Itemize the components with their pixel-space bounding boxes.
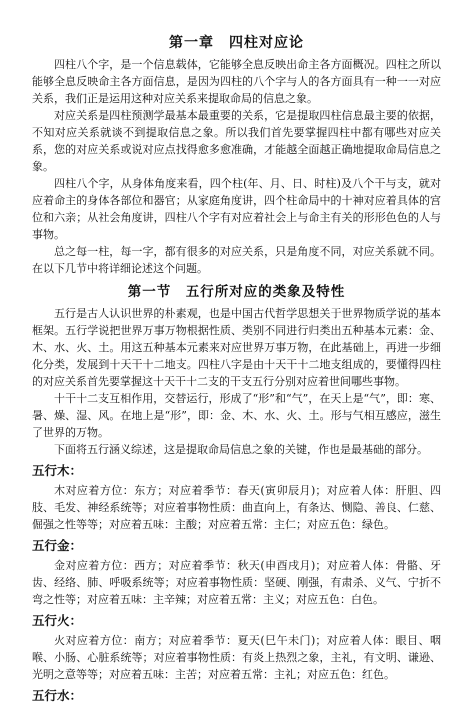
section-paragraph-2: 十干十二支互相作用，交替运行，形成了“形”和“气”，在天上是“气”，即：寒、暑、燥、湿、风。在地上是“形”，即：金、木、水、火、土。形与气相互感应，滋生了世界的万物。 bbox=[32, 392, 441, 439]
element-water-title: 五行水： bbox=[32, 688, 83, 703]
section-title: 第一节 五行所对应的类象及特性 bbox=[127, 284, 346, 300]
chapter-title: 第一章 四柱对应论 bbox=[169, 35, 304, 51]
element-metal bbox=[32, 537, 441, 608]
element-fire bbox=[32, 612, 441, 683]
element-fire-title: 五行火： bbox=[32, 613, 83, 628]
element-fire-text: 火对应着方位：南方；对应着季节：夏天(巳午未门)；对应着人体：眼目、咽喉、小肠、心脏系统等；对应着事物性质：有炎上热烈之象，主礼，有文明、谦逊、光明之意等等；对应着五味：主苦；对应着五常：主礼；对应五色：红色。 bbox=[32, 634, 441, 681]
chapter-paragraph-4: 总之每一柱，每一字，都有很多的对应关系，只是角度不同，对应关系就不同。在以下几节中将详细论述这个问题。 bbox=[32, 245, 441, 275]
chapter-paragraph-3: 四柱八个字，从身体角度来看，四个柱(年、月、日、时柱)及八个干与支，就对应着命主的身体各部位和器官；从家庭角度讲，四个柱命局中的十神对应着具体的宫位和六亲；从社会角度讲，四柱八个字有对应着社会上与命主有关的形形色色的人与事物。 bbox=[32, 177, 441, 241]
element-wood-text: 木对应着方位：东方；对应着季节：春天(寅卯辰月)；对应着人体：肝胆、四肢、毛发、神经系统等；对应着事物性质：曲直向上，有条达、恻隐、善良、仁慈、倔强之性等等；对应着五味：主酸；对应着五常：主仁；对应五色：绿色。 bbox=[32, 484, 441, 531]
chapter-paragraph-2: 对应关系是四柱预测学最基本最重要的关系，它是提取四柱信息最主要的依据，不知对应关系就谈不到提取信息之象。所以我们首先要掌握四柱中都有哪些对应关系，您的对应关系或说对应点找得愈多愈准确，才能越全面越正确地提取命局信息之象。 bbox=[32, 109, 441, 173]
element-wood bbox=[32, 462, 441, 533]
element-wood-title: 五行木： bbox=[32, 463, 83, 478]
section-paragraph-1: 五行是古人认识世界的朴素观，也是中国古代哲学思想关于世界物质学说的基本框架。五行学说把世界万事万物根据性质、类别不同进行归类出五种基本元素：金、木、水、火、土。用这五种基本元素来对应世界万事万物，在此基础上，再进一步细化分类，发展到十天干十二地支。四柱八字是由十天干十二地支组成的，要懂得四柱的对应关系首先要掌握这十天干十二支的干支五行分别对应着世间哪些事物。 bbox=[32, 307, 441, 388]
chapter-paragraph-1: 四柱八个字，是一个信息载体，它能够全息反映出命主各方面概况。四柱之所以能够全息反映命主各方面信息，是因为四柱的八个字与人的各方面具有一种一一对应关系，我们正是运用这种对应关系来提取命局的信息之象。 bbox=[32, 58, 441, 105]
element-water bbox=[32, 687, 441, 705]
element-metal-text: 金对应着方位：西方；对应着季节：秋天(申酉戌月)；对应着人体：骨骼、牙齿、经络、肺、呼吸系统等；对应着事物性质：坚硬、刚强，有肃杀、义气、宁折不弯之性等；对应着五味：主辛辣；对应着五常：主义；对应五色：白色。 bbox=[32, 559, 441, 606]
page-content bbox=[32, 34, 441, 707]
section-paragraph-3: 下面将五行涵义综述，这是提取命局信息之象的关键，作也是最基础的部分。 bbox=[54, 443, 428, 456]
element-metal-title: 五行金： bbox=[32, 538, 83, 553]
